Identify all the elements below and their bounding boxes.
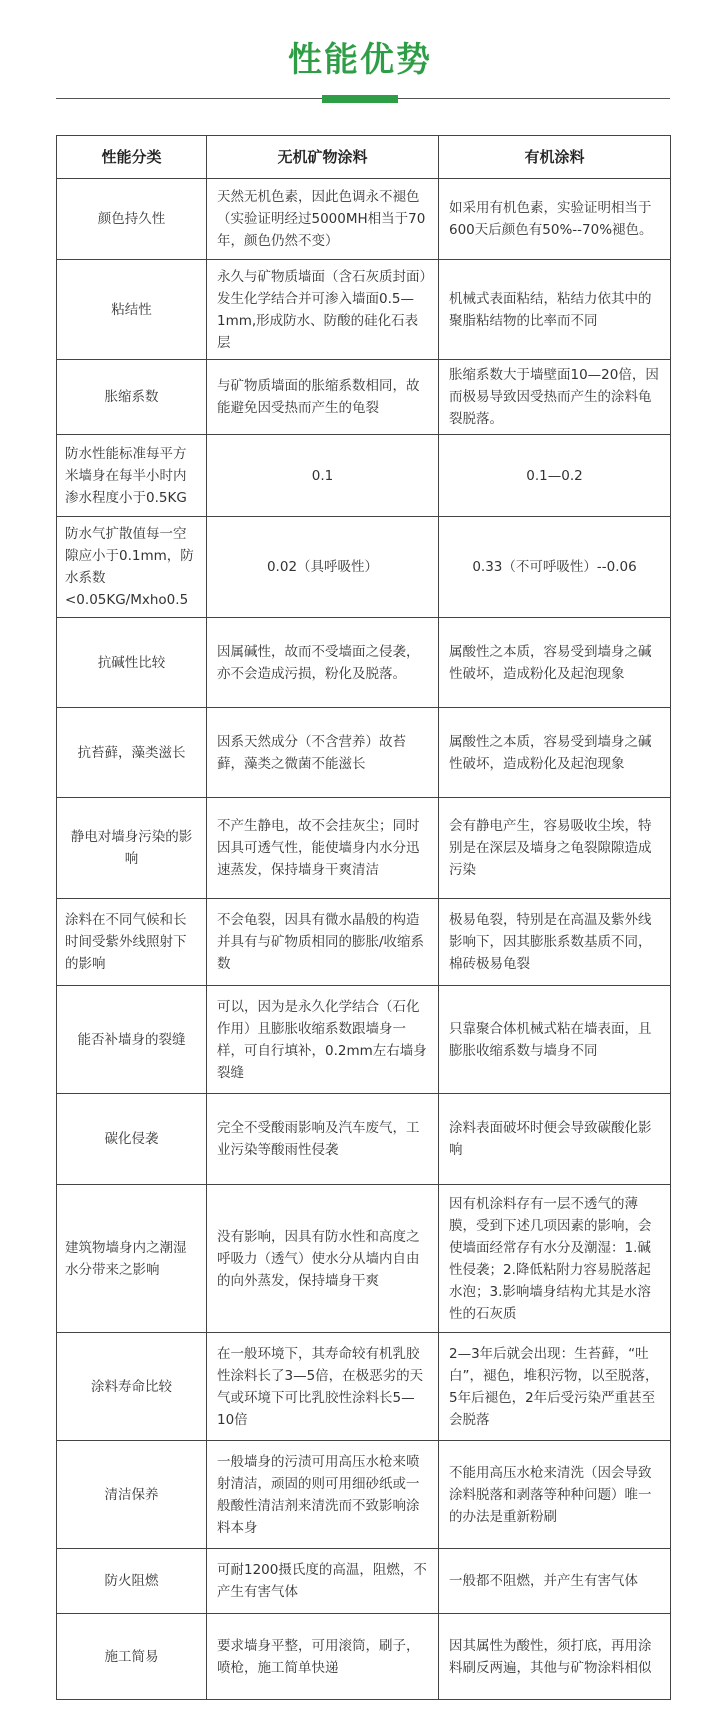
category-cell: 建筑物墙身内之潮湿水分带来之影响: [57, 1185, 207, 1333]
table-row: [57, 179, 671, 260]
inorganic-cell: 完全不受酸雨影响及汽车废气，工业污染等酸雨性侵袭: [207, 1094, 439, 1185]
organic-cell: 极易龟裂，特别是在高温及紫外线影响下，因其膨胀系数基质不同，棉砖极易龟裂: [439, 899, 671, 986]
organic-cell: 不能用高压水枪来清洗（因会导致涂料脱落和剥落等种种问题）唯一的办法是重新粉刷: [439, 1441, 671, 1549]
table-row: [57, 1185, 671, 1333]
inorganic-cell: 可耐1200摄氏度的高温，阻燃，不产生有害气体: [207, 1549, 439, 1614]
inorganic-cell: 可以，因为是永久化学结合（石化作用）且膨胀收缩系数跟墙身一样，可自行填补，0.2mm左右墙身裂缝: [207, 986, 439, 1094]
table-row: [57, 1094, 671, 1185]
inorganic-cell: 永久与矿物质墙面（含石灰质封面）发生化学结合并可渗入墙面0.5—1mm,形成防水、防酸的硅化石表层: [207, 260, 439, 360]
inorganic-cell: 0.02（具呼吸性）: [207, 517, 439, 618]
category-cell: 静电对墙身污染的影响: [57, 798, 207, 899]
inorganic-cell: 在一般环境下，其寿命较有机乳胶性涂料长了3—5倍，在极恶劣的天气或环境下可比乳胶性涂料长5—10倍: [207, 1333, 439, 1441]
title-accent-bar: [322, 95, 398, 103]
category-cell: 抗碱性比较: [57, 618, 207, 708]
table-header-row: [57, 136, 671, 179]
category-cell: 碳化侵袭: [57, 1094, 207, 1185]
category-cell: 涂料寿命比较: [57, 1333, 207, 1441]
category-cell: 清洁保养: [57, 1441, 207, 1549]
organic-cell: 如采用有机色素，实验证明相当于600天后颜色有50%--70%褪色。: [439, 179, 671, 260]
inorganic-cell: 因系天然成分（不含营养）故苔藓，藻类之微菌不能滋长: [207, 708, 439, 798]
table-row: [57, 1614, 671, 1700]
category-cell: 涂料在不同气候和长时间受紫外线照射下的影响: [57, 899, 207, 986]
category-cell: 防水性能标准每平方米墙身在每半小时内渗水程度小于0.5KG: [57, 435, 207, 517]
header-inorganic: 无机矿物涂料: [207, 136, 439, 179]
inorganic-cell: 因属碱性，故而不受墙面之侵袭，亦不会造成污损，粉化及脱落。: [207, 618, 439, 708]
inorganic-cell: 没有影响，因具有防水性和高度之呼吸力（透气）使水分从墙内自由的向外蒸发，保持墙身干爽: [207, 1185, 439, 1333]
table-row: [57, 517, 671, 618]
organic-cell: 因有机涂料存有一层不透气的薄膜，受到下述几项因素的影响，会使墙面经常存有水分及潮湿：1.碱性侵袭；2.降低粘附力容易脱落起水泡；3.影响墙身结构尤其是水溶性的石灰质: [439, 1185, 671, 1333]
organic-cell: 机械式表面粘结，粘结力依其中的聚脂粘结物的比率而不同: [439, 260, 671, 360]
inorganic-cell: 要求墙身平整，可用滚筒，刷子，喷枪，施工简单快递: [207, 1614, 439, 1700]
category-cell: 施工简易: [57, 1614, 207, 1700]
category-cell: 防火阻燃: [57, 1549, 207, 1614]
organic-cell: 0.1—0.2: [439, 435, 671, 517]
inorganic-cell: 不产生静电，故不会挂灰尘；同时因具可透气性，能使墙身内水分迅速蒸发，保持墙身干爽清洁: [207, 798, 439, 899]
inorganic-cell: 与矿物质墙面的胀缩系数相同，故能避免因受热而产生的龟裂: [207, 360, 439, 435]
category-cell: 防水气扩散值每一空隙应小于0.1mm，防水系数<0.05KG/Mxho0.5: [57, 517, 207, 618]
table-row: [57, 899, 671, 986]
table-row: [57, 798, 671, 899]
organic-cell: 一般都不阻燃，并产生有害气体: [439, 1549, 671, 1614]
organic-cell: 胀缩系数大于墙壁面10—20倍，因而极易导致因受热而产生的涂料龟裂脱落。: [439, 360, 671, 435]
organic-cell: 2—3年后就会出现：生苔藓，“吐白”，褪色，堆积污物，以至脱落，5年后褪色，2年后受污染严重甚至会脱落: [439, 1333, 671, 1441]
category-cell: 胀缩系数: [57, 360, 207, 435]
organic-cell: 涂料表面破坏时便会导致碳酸化影响: [439, 1094, 671, 1185]
table-row: [57, 986, 671, 1094]
category-cell: 抗苔藓，藻类滋长: [57, 708, 207, 798]
inorganic-cell: 一般墙身的污渍可用高压水枪来喷射清洁，顽固的则可用细砂纸或一般酸性清洁剂来清洗而不致影响涂料本身: [207, 1441, 439, 1549]
table-row: [57, 708, 671, 798]
header-category: 性能分类: [57, 136, 207, 179]
organic-cell: 因其属性为酸性，须打底，再用涂料刷反两遍，其他与矿物涂料相似: [439, 1614, 671, 1700]
table-row: [57, 260, 671, 360]
organic-cell: 属酸性之本质，容易受到墙身之碱性破坏，造成粉化及起泡现象: [439, 708, 671, 798]
category-cell: 颜色持久性: [57, 179, 207, 260]
inorganic-cell: 天然无机色素，因此色调永不褪色（实验证明经过5000MH相当于70年，颜色仍然不变）: [207, 179, 439, 260]
organic-cell: 只靠聚合体机械式粘在墙表面，且膨胀收缩系数与墙身不同: [439, 986, 671, 1094]
organic-cell: 属酸性之本质，容易受到墙身之碱性破坏，造成粉化及起泡现象: [439, 618, 671, 708]
header-organic: 有机涂料: [439, 136, 671, 179]
organic-cell: 会有静电产生，容易吸收尘埃，特别是在深层及墙身之龟裂隙隙造成污染: [439, 798, 671, 899]
table-row: [57, 1441, 671, 1549]
table-row: [57, 618, 671, 708]
table-row: [57, 1333, 671, 1441]
organic-cell: 0.33（不可呼吸性）--0.06: [439, 517, 671, 618]
inorganic-cell: 0.1: [207, 435, 439, 517]
table-row: [57, 360, 671, 435]
category-cell: 能否补墙身的裂缝: [57, 986, 207, 1094]
inorganic-cell: 不会龟裂，因具有微水晶般的构造并具有与矿物质相同的膨胀/收缩系数: [207, 899, 439, 986]
comparison-table: [56, 135, 671, 1700]
table-row: [57, 435, 671, 517]
category-cell: 粘结性: [57, 260, 207, 360]
table-row: [57, 1549, 671, 1614]
page-title: 性能优势: [288, 40, 432, 80]
